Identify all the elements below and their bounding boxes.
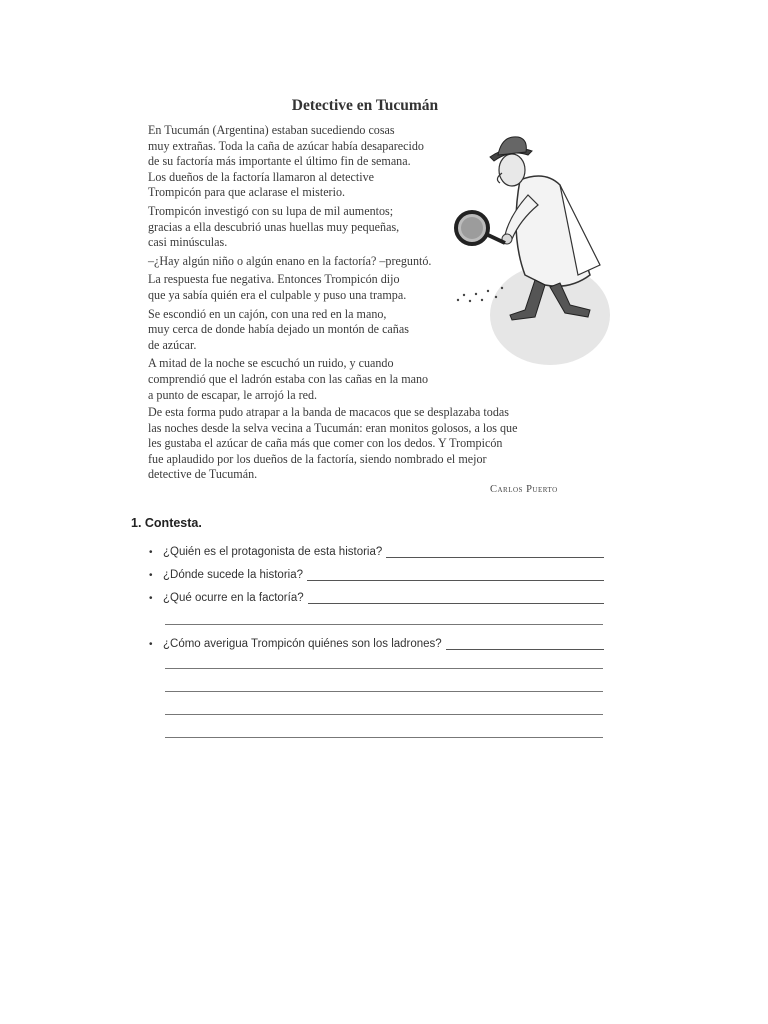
story-paragraph — [148, 204, 478, 251]
story-line: En Tucumán (Argentina) estaban sucediendo cosas — [148, 123, 395, 137]
story-paragraph — [148, 123, 478, 201]
story-line: muy extrañas. Toda la caña de azúcar había desaparecido — [148, 138, 424, 153]
story-line: –¿Hay algún niño o algún enano en la factoría? –preguntó. — [148, 253, 432, 268]
bullet: • — [149, 570, 153, 581]
answer-line[interactable] — [446, 639, 604, 650]
question-item — [149, 569, 604, 581]
story-line: La respuesta fue negativa. Entonces Trompicón dijo — [148, 272, 400, 287]
bullet: • — [149, 639, 153, 650]
question-item — [149, 546, 604, 558]
story-line: gracias a ella descubrió unas huellas muy pequeñas, — [148, 219, 400, 234]
story-author: Carlos Puerto — [490, 484, 558, 495]
answer-line[interactable] — [386, 547, 604, 558]
answer-line[interactable] — [307, 570, 604, 581]
question-item — [149, 638, 604, 650]
story-line: de su factoría más importante el último fin de semana. — [148, 154, 411, 169]
story-line: casi minúsculas. — [148, 235, 228, 250]
story-line: De esta forma pudo atrapar a la banda de macacos que se desplazaba todas — [148, 405, 509, 419]
question-text: ¿Dónde sucede la historia? — [163, 569, 303, 581]
bullet: • — [149, 547, 153, 558]
story-line: a punto de escapar, le arrojó la red. — [148, 387, 318, 402]
story-line: de azúcar. — [148, 337, 197, 352]
question-text: ¿Quién es el protagonista de esta historia? — [163, 546, 383, 558]
answer-line[interactable] — [165, 668, 603, 669]
question-item — [149, 592, 604, 604]
story-paragraph — [148, 356, 478, 403]
story-line: Los dueños de la factoría llamaron al detective — [148, 169, 374, 184]
detective-illustration — [450, 125, 610, 365]
story-line: Se escondió en un cajón, con una red en la mano, — [148, 306, 387, 321]
answer-line[interactable] — [165, 714, 603, 715]
story-line: A mitad de la noche se escuchó un ruido, y cuando — [148, 356, 394, 371]
answer-line[interactable] — [308, 593, 604, 604]
story-line: les gustaba el azúcar de caña más que comer con los dedos. Y Trompicón — [148, 436, 503, 451]
bullet: • — [149, 593, 153, 604]
answer-line[interactable] — [165, 691, 603, 692]
story-line: fue aplaudido por los dueños de la factoría, siendo nombrado el mejor — [148, 451, 487, 466]
answer-line[interactable] — [165, 737, 603, 738]
story-body — [148, 123, 478, 406]
story-line: las noches desde la selva vecina a Tucumán: eran monitos golosos, a los que — [148, 420, 518, 435]
story-paragraph — [148, 254, 478, 270]
story-final-paragraph — [148, 405, 568, 483]
story-paragraph — [148, 307, 478, 354]
story-line: que ya sabía quién era el culpable y puso una trampa. — [148, 287, 407, 302]
story-title: Detective en Tucumán — [291, 97, 439, 114]
story-paragraph — [148, 272, 478, 303]
story-line: Trompicón investigó con su lupa de mil aumentos; — [148, 203, 394, 218]
question-text: ¿Cómo averigua Trompicón quiénes son los ladrones? — [163, 638, 442, 650]
question-text: ¿Qué ocurre en la factoría? — [163, 592, 304, 604]
answer-line[interactable] — [165, 624, 603, 625]
story-line: Trompicón para que aclarase el misterio. — [148, 185, 346, 200]
exercise-title: 1. Contesta. — [131, 516, 202, 530]
story-line: detective de Tucumán. — [148, 467, 258, 482]
story-line: muy cerca de donde había dejado un montón de cañas — [148, 322, 409, 337]
story-line: comprendió que el ladrón estaba con las cañas en la mano — [148, 371, 429, 386]
